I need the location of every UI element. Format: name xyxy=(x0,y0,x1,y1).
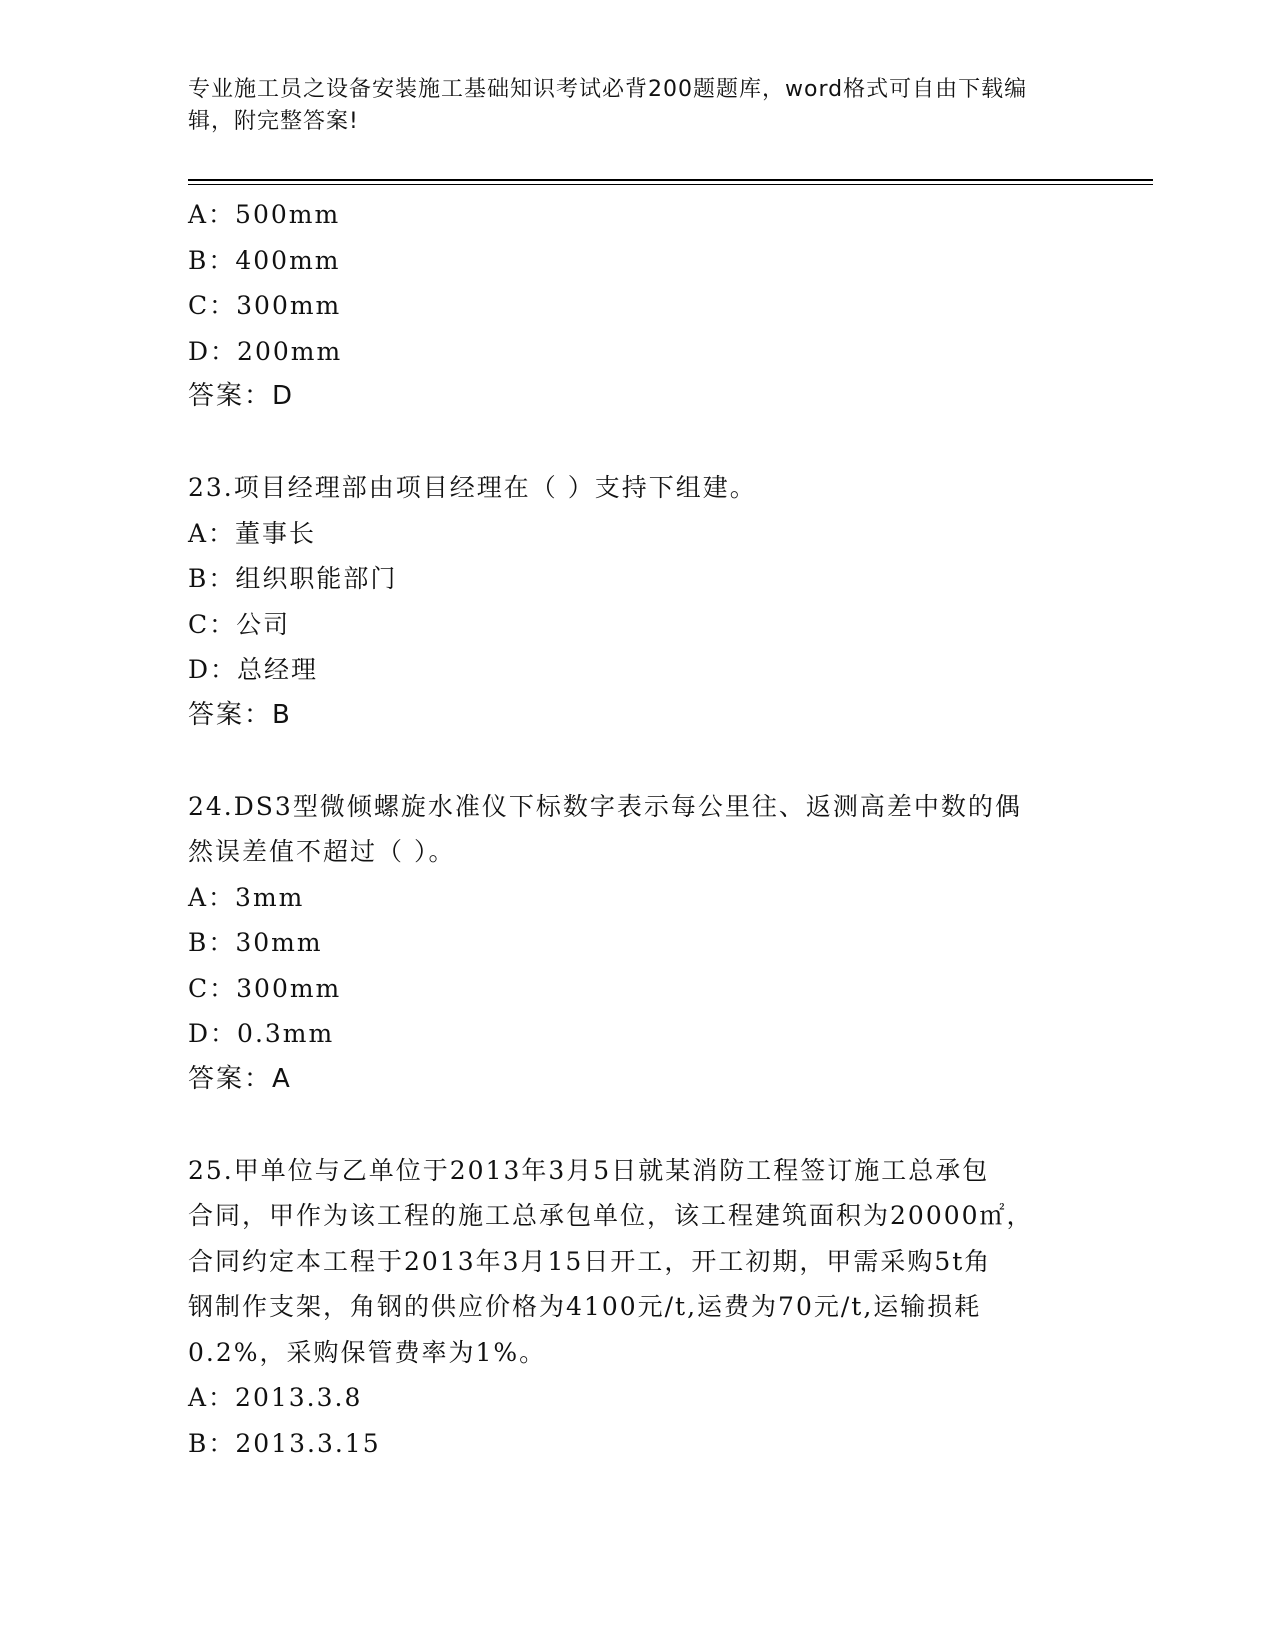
question-content xyxy=(188,192,1153,1466)
question-25 xyxy=(188,1148,1153,1467)
spacer xyxy=(188,420,1153,466)
option-c: C：300mm xyxy=(188,291,342,320)
document-header: 专业施工员之设备安装施工基础知识考试必背200题题库，word格式可自由下载编辑，附完整答案! xyxy=(188,77,1028,134)
spacer xyxy=(188,738,1153,784)
option-c: C：公司 xyxy=(188,609,291,639)
option-b: B：30mm xyxy=(188,928,323,957)
question-22 xyxy=(188,192,1153,420)
option-c: C：300mm xyxy=(188,973,342,1003)
question-text-line-5: 0.2%，采购保管费率为1%。 xyxy=(188,1337,547,1367)
question-text-line-1: 24.DS3型微倾螺旋水准仪下标数字表示每公里往、返测高差中数的偶 xyxy=(188,791,1022,821)
header-rule-thick xyxy=(188,179,1153,181)
option-b: B：2013.3.15 xyxy=(188,1428,381,1458)
answer: 答案：D xyxy=(188,381,295,411)
question-text-line-2: 然误差值不超过（ ）。 xyxy=(188,837,456,866)
header-rule-thin xyxy=(188,184,1153,185)
question-text-line-1: 25.甲单位与乙单位于2013年3月5日就某消防工程签订施工总承包 xyxy=(188,1155,990,1185)
question-text-line-3: 合同约定本工程于2013年3月15日开工，开工初期，甲需采购5t角 xyxy=(188,1246,992,1276)
question-text-line-2: 合同，甲作为该工程的施工总承包单位，该工程建筑面积为20000㎡， xyxy=(188,1201,1034,1230)
option-d: D：0.3mm xyxy=(188,1019,335,1048)
question-text-line-4: 钢制作支架，角钢的供应价格为4100元/t,运费为70元/t,运输损耗 xyxy=(188,1292,982,1321)
option-a: A：2013.3.8 xyxy=(188,1383,363,1412)
option-a: A：董事长 xyxy=(188,518,317,548)
option-b: B：组织职能部门 xyxy=(188,564,398,593)
option-a: A：3mm xyxy=(188,882,305,912)
option-a: A：500mm xyxy=(188,200,341,229)
document-page xyxy=(188,74,1153,1458)
question-24 xyxy=(188,784,1153,1103)
answer: 答案：A xyxy=(188,1063,292,1094)
question-23 xyxy=(188,465,1153,738)
option-d: D：200mm xyxy=(188,336,343,366)
option-d: D：总经理 xyxy=(188,655,319,684)
question-text: 23.项目经理部由项目经理在（ ）支持下组建。 xyxy=(188,473,757,502)
answer: 答案：B xyxy=(188,699,292,730)
option-b: B：400mm xyxy=(188,245,341,275)
spacer xyxy=(188,1102,1153,1148)
